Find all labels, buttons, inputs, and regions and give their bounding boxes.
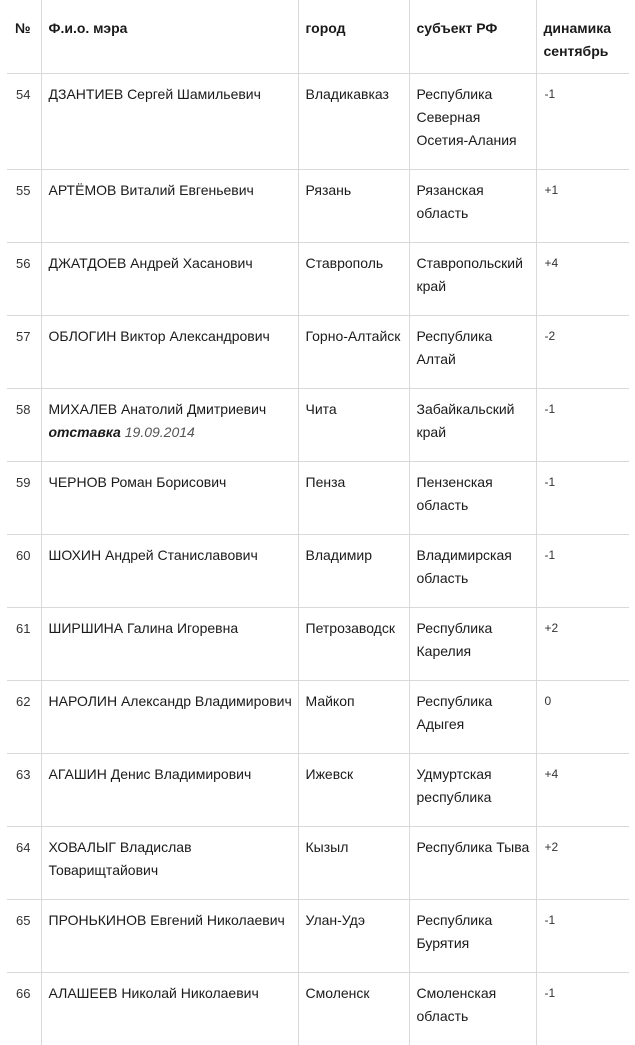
row-number: 65 <box>7 900 41 973</box>
subject-name: Смоленская область <box>409 973 536 1045</box>
mayor-name: АРТЁМОВ Виталий Евгеньевич <box>41 170 298 243</box>
table-row <box>7 608 629 681</box>
city-name: Владимир <box>298 535 409 608</box>
city-name: Кызыл <box>298 827 409 900</box>
table-row <box>7 74 629 170</box>
subject-name: Ставропольский край <box>409 243 536 316</box>
table-header-row <box>7 0 629 74</box>
mayor-name-cell <box>41 389 298 462</box>
dynamics-value: +2 <box>536 608 629 681</box>
row-number: 64 <box>7 827 41 900</box>
dynamics-value: -1 <box>536 535 629 608</box>
row-number: 59 <box>7 462 41 535</box>
table-row <box>7 973 629 1045</box>
subject-name: Забайкальский край <box>409 389 536 462</box>
table-row <box>7 243 629 316</box>
dynamics-value: -2 <box>536 316 629 389</box>
row-number: 57 <box>7 316 41 389</box>
mayor-name: ЧЕРНОВ Роман Борисович <box>41 462 298 535</box>
row-number: 60 <box>7 535 41 608</box>
city-name: Майкоп <box>298 681 409 754</box>
dynamics-value: -1 <box>536 900 629 973</box>
city-name: Рязань <box>298 170 409 243</box>
dynamics-value: +4 <box>536 243 629 316</box>
subject-name: Республика Адыгея <box>409 681 536 754</box>
row-number: 63 <box>7 754 41 827</box>
mayor-name: АЛАШЕЕВ Николай Николаевич <box>41 973 298 1045</box>
mayor-name: ОБЛОГИН Виктор Александрович <box>41 316 298 389</box>
row-number: 61 <box>7 608 41 681</box>
row-number: 56 <box>7 243 41 316</box>
dynamics-value: 0 <box>536 681 629 754</box>
subject-name: Республика Северная Осетия-Алания <box>409 74 536 170</box>
table-row <box>7 316 629 389</box>
mayor-name: ПРОНЬКИНОВ Евгений Николаевич <box>41 900 298 973</box>
header-city: город <box>298 0 409 74</box>
row-number: 66 <box>7 973 41 1045</box>
mayor-name: ШИРШИНА Галина Игоревна <box>41 608 298 681</box>
table-row <box>7 754 629 827</box>
mayor-name: ХОВАЛЫГ Владислав Товарищтайович <box>41 827 298 900</box>
subject-name: Рязанская область <box>409 170 536 243</box>
table-row <box>7 900 629 973</box>
city-name: Улан-Удэ <box>298 900 409 973</box>
subject-name: Республика Тыва <box>409 827 536 900</box>
mayor-name: ДЗАНТИЕВ Сергей Шамильевич <box>41 74 298 170</box>
table-row <box>7 827 629 900</box>
subject-name: Пензенская область <box>409 462 536 535</box>
mayor-name: МИХАЛЕВ Анатолий Дмитриевич <box>49 401 267 417</box>
header-number: № <box>7 0 41 74</box>
mayor-name: ДЖАТДОЕВ Андрей Хасанович <box>41 243 298 316</box>
city-name: Петрозаводск <box>298 608 409 681</box>
table-row <box>7 170 629 243</box>
subject-name: Республика Карелия <box>409 608 536 681</box>
table-row <box>7 681 629 754</box>
city-name: Пенза <box>298 462 409 535</box>
mayor-name: ШОХИН Андрей Станиславович <box>41 535 298 608</box>
dynamics-value: +2 <box>536 827 629 900</box>
subject-name: Республика Алтай <box>409 316 536 389</box>
subject-name: Владимирская область <box>409 535 536 608</box>
dynamics-value: -1 <box>536 74 629 170</box>
header-subject: субъект РФ <box>409 0 536 74</box>
city-name: Владикавказ <box>298 74 409 170</box>
row-number: 54 <box>7 74 41 170</box>
row-number: 62 <box>7 681 41 754</box>
city-name: Смоленск <box>298 973 409 1045</box>
resignation-label: отставка <box>49 424 121 440</box>
city-name: Ижевск <box>298 754 409 827</box>
header-mayor-name: Ф.и.о. мэра <box>41 0 298 74</box>
mayor-name: НАРОЛИН Александр Владимирович <box>41 681 298 754</box>
table-row <box>7 535 629 608</box>
mayor-name: АГАШИН Денис Владимирович <box>41 754 298 827</box>
subject-name: Удмуртская республика <box>409 754 536 827</box>
dynamics-value: -1 <box>536 973 629 1045</box>
table-row <box>7 462 629 535</box>
city-name: Ставрополь <box>298 243 409 316</box>
row-number: 58 <box>7 389 41 462</box>
subject-name: Республика Бурятия <box>409 900 536 973</box>
dynamics-value: +1 <box>536 170 629 243</box>
city-name: Горно-Алтайск <box>298 316 409 389</box>
row-number: 55 <box>7 170 41 243</box>
resignation-date: 19.09.2014 <box>125 424 195 440</box>
table-row <box>7 389 629 462</box>
dynamics-value: -1 <box>536 462 629 535</box>
dynamics-value: +4 <box>536 754 629 827</box>
mayors-rating-table <box>7 0 629 1045</box>
city-name: Чита <box>298 389 409 462</box>
dynamics-value: -1 <box>536 389 629 462</box>
header-dynamics: динамика сентябрь <box>536 0 629 74</box>
